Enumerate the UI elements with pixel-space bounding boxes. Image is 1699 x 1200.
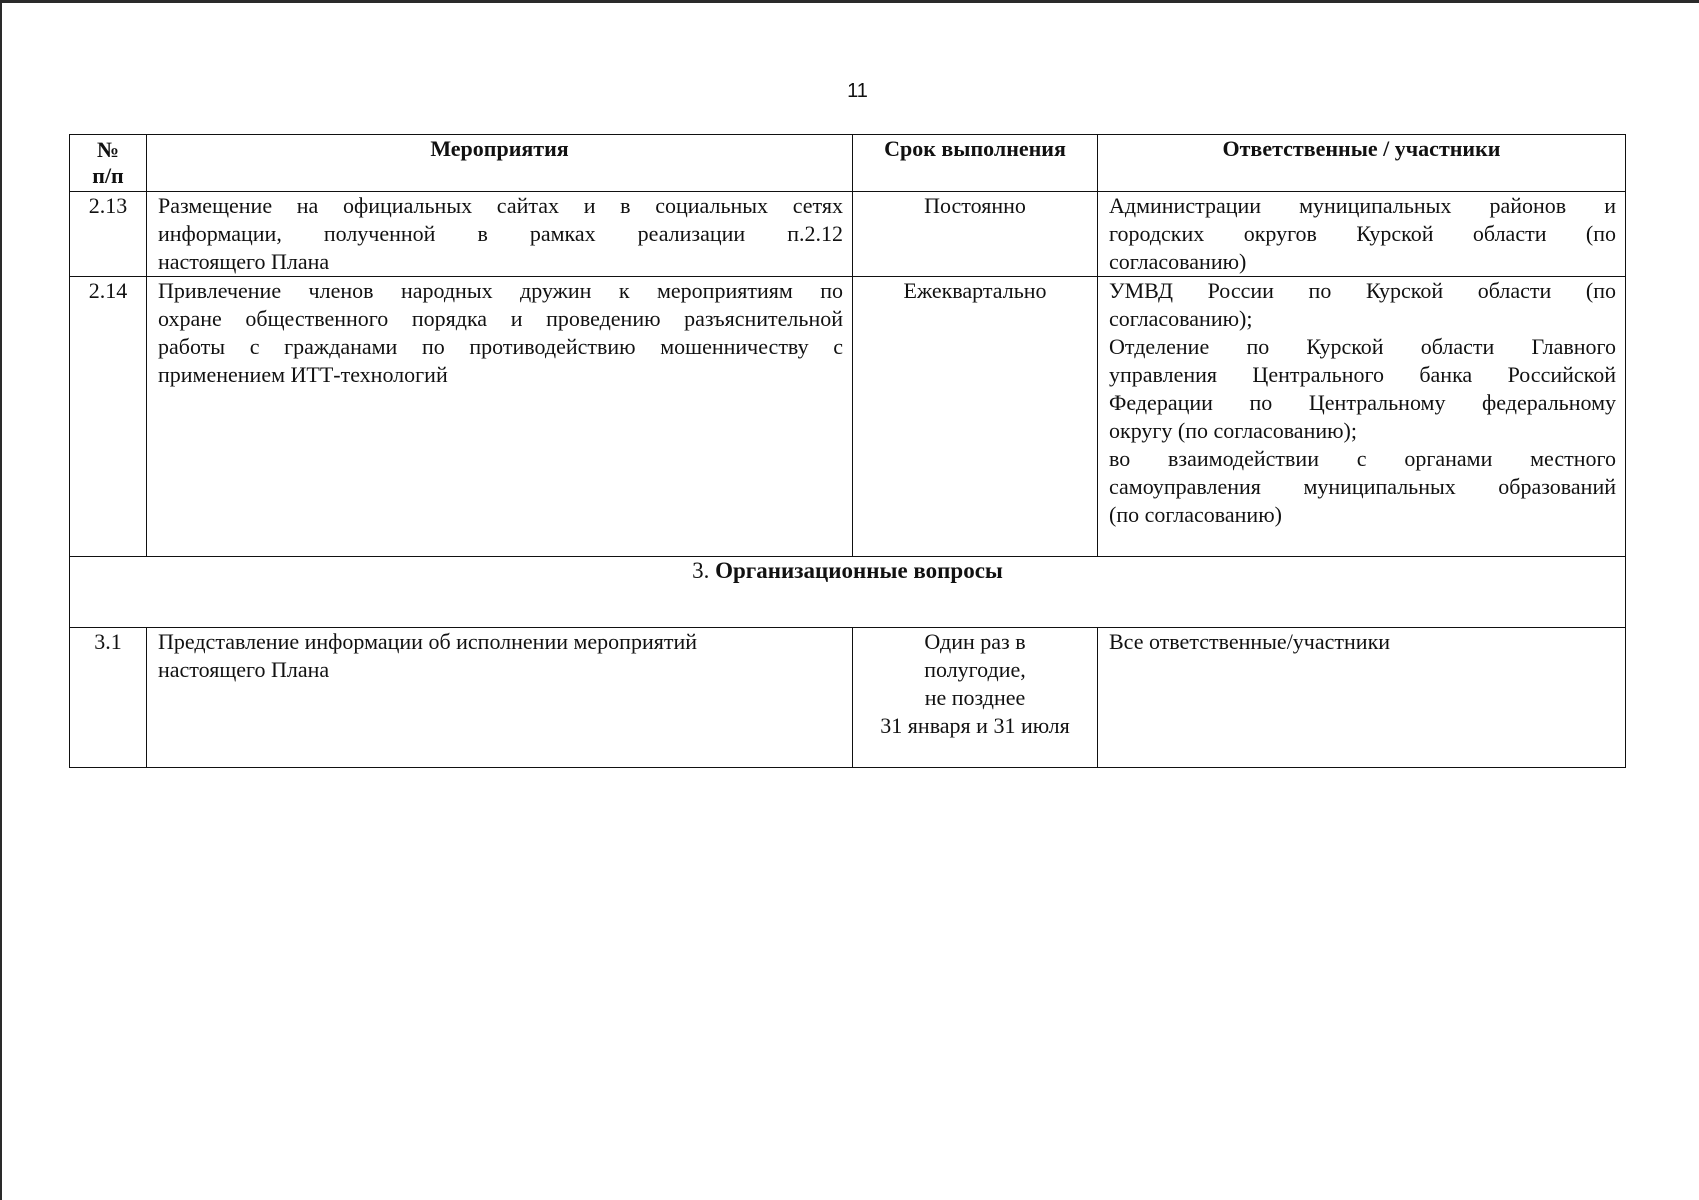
- row-event: [147, 277, 853, 557]
- event-line: охране общественного порядка и проведению разъяснительной: [158, 306, 843, 331]
- section-heading: [70, 557, 1626, 628]
- row-event: [147, 192, 853, 277]
- term-line: Ежеквартально: [903, 278, 1047, 303]
- header-responsible: Ответственные / участники: [1098, 135, 1626, 192]
- scan-edge-left: [0, 0, 2, 1200]
- event-line: Представление информации об исполнении мероприятий: [158, 629, 698, 654]
- header-term: Срок выполнения: [853, 135, 1098, 192]
- table-row: [70, 277, 1626, 557]
- responsible-line: Федерации по Центральному федеральному: [1109, 390, 1616, 415]
- row-number: 2.13: [70, 192, 147, 277]
- header-number-label: п/п: [92, 163, 124, 188]
- responsible-line: городских округов Курской области (по: [1109, 221, 1616, 246]
- row-responsible: [1098, 277, 1626, 557]
- row-number: 2.14: [70, 277, 147, 557]
- table-row: [70, 628, 1626, 768]
- term-line: не позднее: [924, 685, 1026, 710]
- event-line: Размещение на официальных сайтах и в социальных сетях: [158, 193, 843, 218]
- responsible-line: согласованию);: [1109, 306, 1253, 331]
- event-line: информации, полученной в рамках реализации п.2.12: [158, 221, 843, 246]
- row-term: [853, 277, 1098, 557]
- row-number: 3.1: [70, 628, 147, 768]
- responsible-line: самоуправления муниципальных образований: [1109, 474, 1616, 499]
- page-number: 11: [847, 80, 868, 102]
- row-responsible: [1098, 192, 1626, 277]
- event-line: настоящего Плана: [158, 249, 330, 274]
- table-row: [70, 192, 1626, 277]
- term-line: Постоянно: [924, 193, 1026, 218]
- event-line: применением ИТТ-технологий: [158, 362, 448, 387]
- row-responsible: [1098, 628, 1626, 768]
- row-event: [147, 628, 853, 768]
- row-term: [853, 192, 1098, 277]
- term-line: Один раз в: [924, 629, 1026, 654]
- header-number: [70, 135, 147, 192]
- scan-edge-top: [0, 0, 1699, 3]
- responsible-line: согласованию): [1109, 249, 1247, 274]
- plan-table: [69, 134, 1626, 768]
- row-term: [853, 628, 1098, 768]
- section-number: 3.: [692, 558, 710, 583]
- event-line: настоящего Плана: [158, 657, 330, 682]
- event-line: работы с гражданами по противодействию мошенничеству с: [158, 334, 843, 359]
- responsible-line: Администрации муниципальных районов и: [1109, 193, 1616, 218]
- responsible-line: УМВД России по Курской области (по: [1109, 278, 1616, 303]
- term-line: 31 января и 31 июля: [880, 713, 1070, 738]
- responsible-line: Отделение по Курской области Главного: [1109, 334, 1616, 359]
- header-event: Мероприятия: [147, 135, 853, 192]
- section-row: [70, 557, 1626, 628]
- responsible-line: управления Центрального банка Российской: [1109, 362, 1616, 387]
- responsible-line: Все ответственные/участники: [1109, 629, 1391, 654]
- responsible-line: (по согласованию): [1109, 502, 1282, 527]
- term-line: полугодие,: [924, 657, 1026, 682]
- header-number-symbol: №: [96, 137, 120, 162]
- responsible-line: во взаимодействии с органами местного: [1109, 446, 1616, 471]
- responsible-line: округу (по согласованию);: [1109, 418, 1357, 443]
- event-line: Привлечение членов народных дружин к мероприятиям по: [158, 278, 843, 303]
- table-header-row: [70, 135, 1626, 192]
- section-title: Организационные вопросы: [715, 558, 1003, 583]
